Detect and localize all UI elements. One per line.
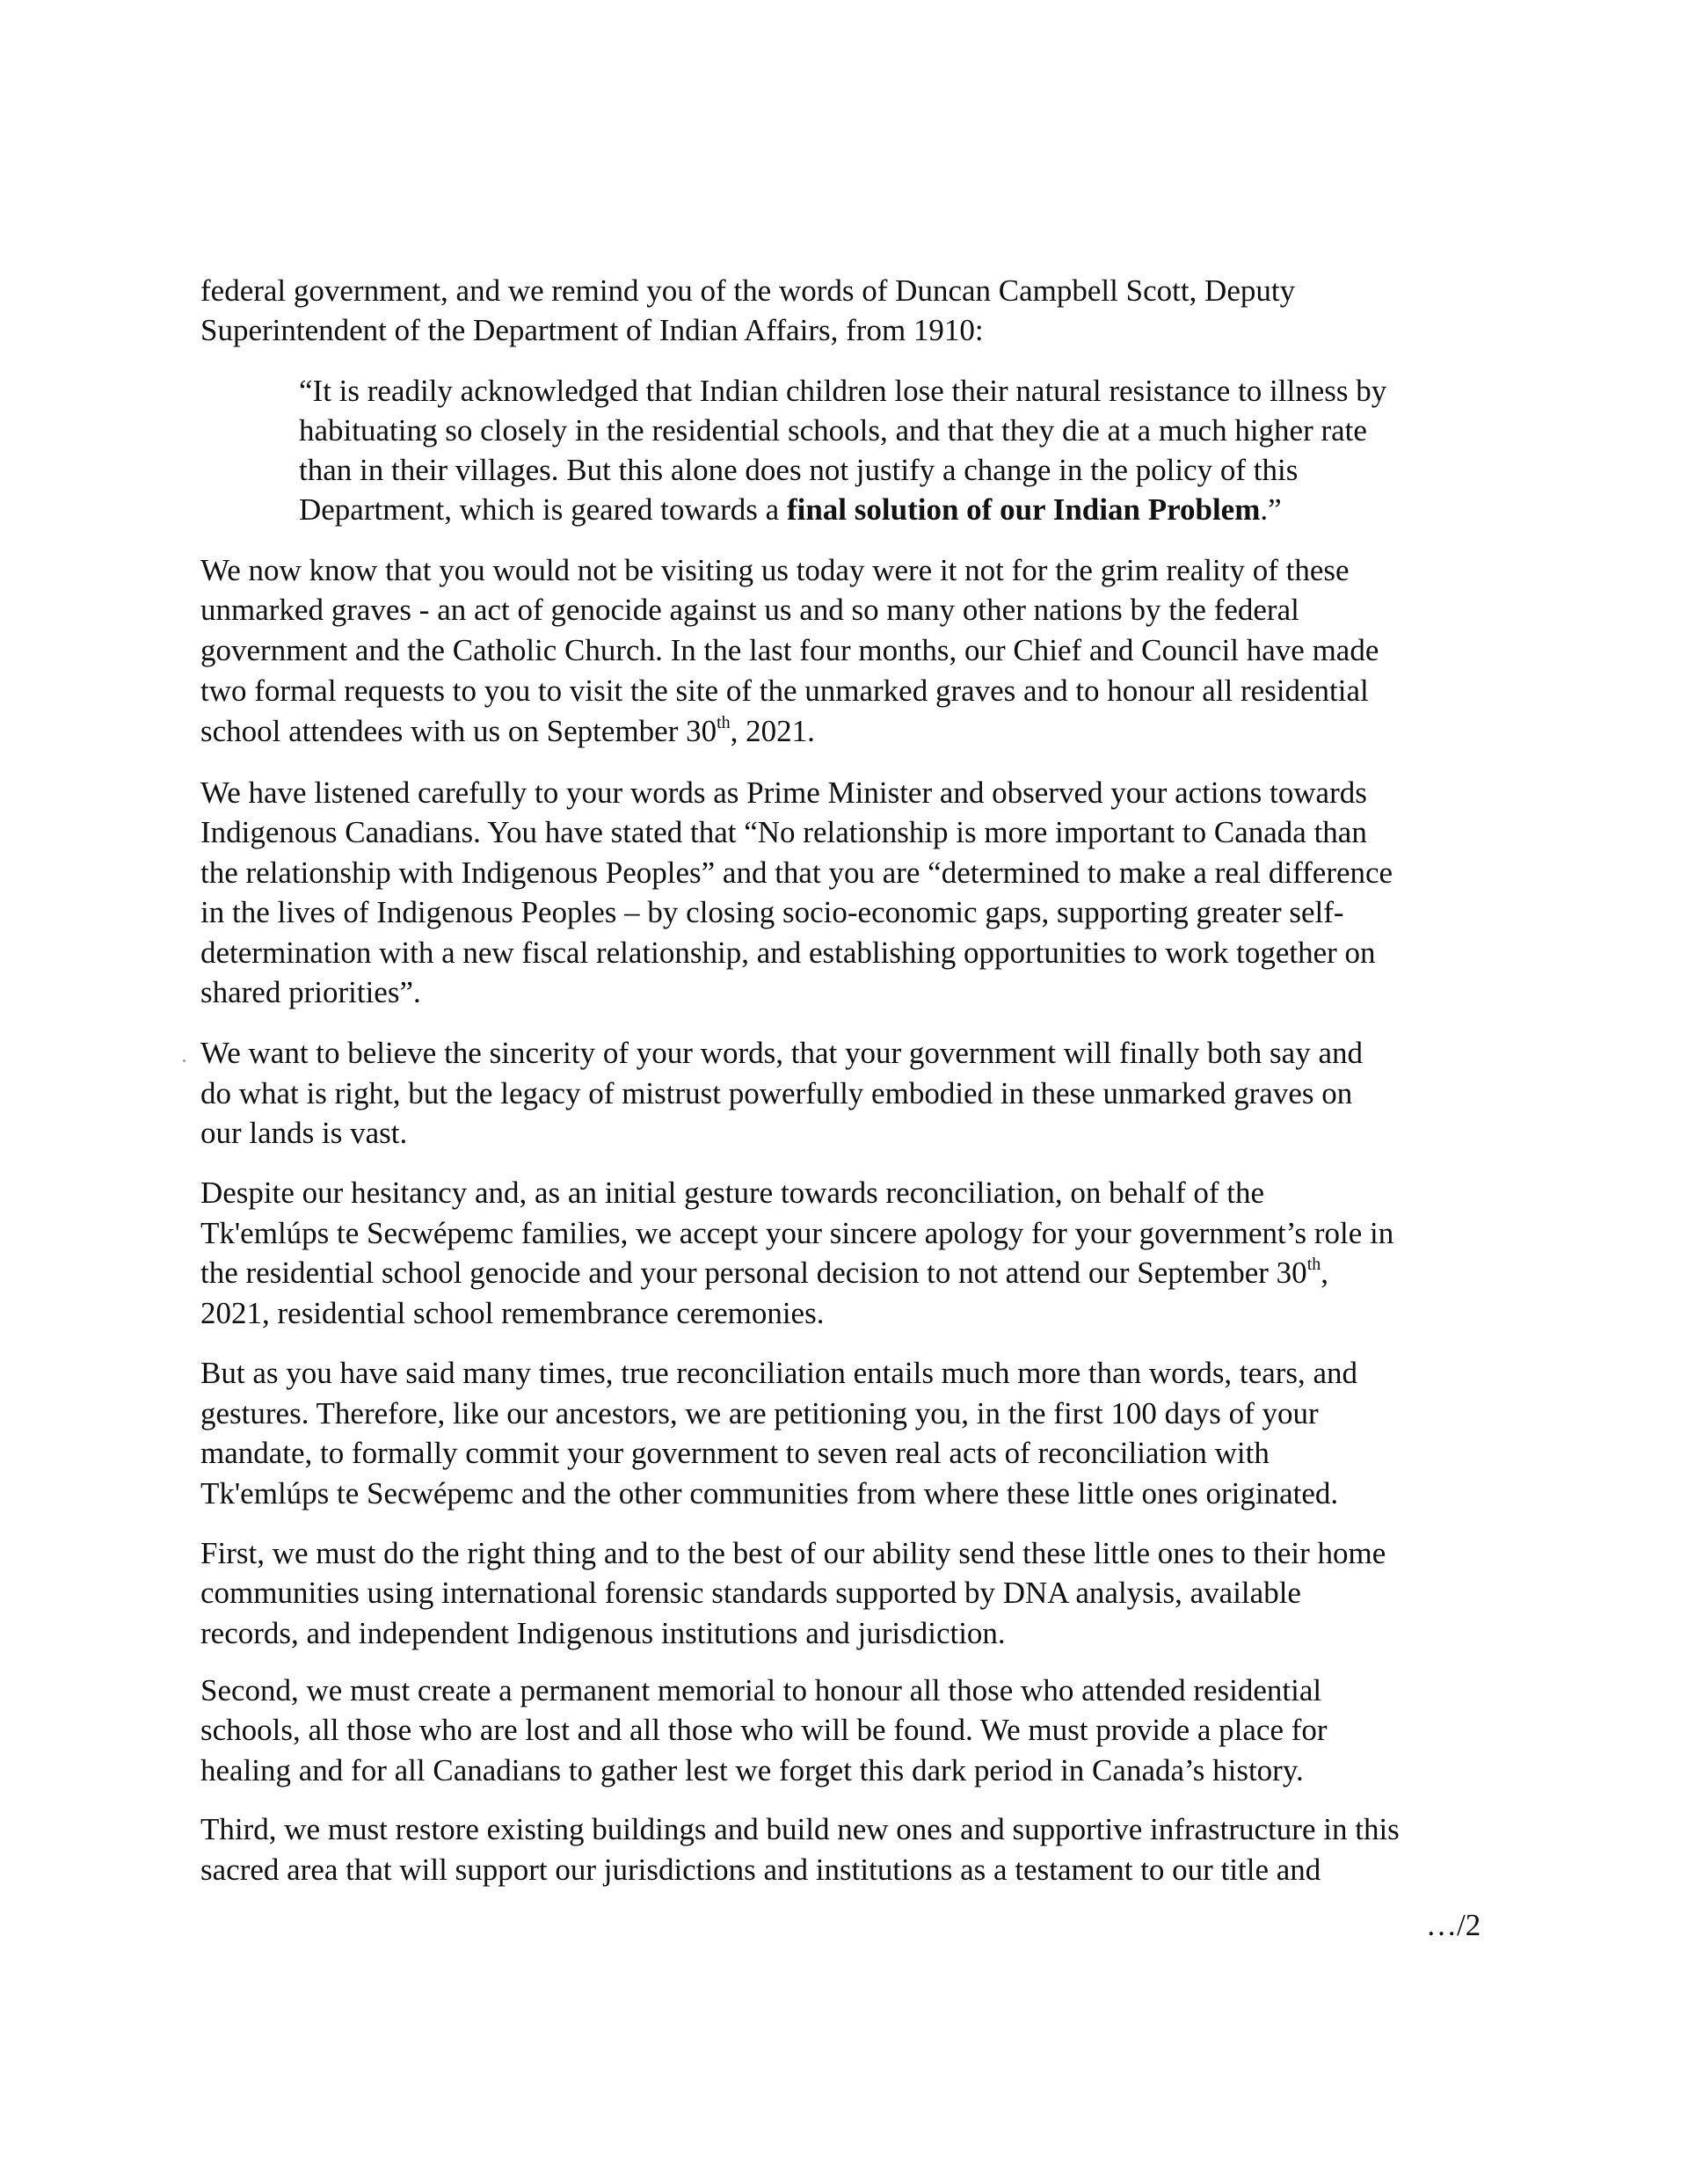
quote-text: .”: [1260, 492, 1282, 527]
text-line: Tk'emlúps te Secwépemc and the other communities from where these little ones originated.: [200, 1476, 1339, 1511]
text-line: the relationship with Indigenous Peoples” and that you are “determined to make a real difference: [200, 855, 1393, 890]
text-line: sacred area that will support our jurisdictions and institutions as a testament to our title and: [200, 1853, 1321, 1887]
text-line: Third, we must restore existing buildings and build new ones and supportive infrastructure in this: [200, 1812, 1400, 1846]
text-span: school attendees with us on September 30: [200, 714, 717, 748]
text-line: federal government, and we remind you of the words of Duncan Campbell Scott, Deputy: [200, 273, 1296, 308]
text-line: determination with a new fiscal relationship, and establishing opportunities to work together on: [200, 935, 1376, 970]
text-line: [200, 712, 815, 751]
text-line: We now know that you would not be visiting us today were it not for the grim reality of these: [200, 553, 1350, 587]
text-line: Despite our hesitancy and, as an initial gesture towards reconciliation, on behalf of the: [200, 1176, 1265, 1210]
bold-emphasis: final solution of our Indian Problem: [786, 492, 1261, 527]
text-line: two formal requests to you to visit the site of the unmarked graves and to honour all residential: [200, 673, 1369, 708]
text-line: Second, we must create a permanent memorial to honour all those who attended residential: [200, 1673, 1322, 1707]
quote-line: “It is readily acknowledged that Indian children lose their natural resistance to illness by: [299, 374, 1387, 408]
quote-text: Department, which is geared towards a: [299, 492, 787, 527]
text-line: do what is right, but the legacy of mistrust powerfully embodied in these unmarked graves on: [200, 1076, 1353, 1110]
text-span: , 2021.: [730, 714, 815, 748]
text-line: records, and independent Indigenous institutions and jurisdiction.: [200, 1616, 1006, 1650]
page-continuation-marker: …/2: [1426, 1908, 1481, 1942]
text-line: our lands is vast.: [200, 1116, 408, 1150]
text-line: gestures. Therefore, like our ancestors, we are petitioning you, in the first 100 days of your: [200, 1396, 1319, 1431]
text-line: government and the Catholic Church. In the last four months, our Chief and Council have made: [200, 633, 1379, 667]
text-line: Indigenous Canadians. You have stated that “No relationship is more important to Canada than: [200, 815, 1367, 849]
quote-line: habituating so closely in the residential schools, and that they die at a much higher rate: [299, 413, 1367, 448]
text-line: in the lives of Indigenous Peoples – by closing socio-economic gaps, supporting greater self-: [200, 895, 1344, 929]
text-line: First, we must do the right thing and to the best of our ability send these little ones to their home: [200, 1536, 1386, 1570]
text-line: We want to believe the sincerity of your words, that your government will finally both say and: [200, 1036, 1364, 1070]
text-span: ,: [1321, 1256, 1328, 1290]
superscript: th: [1306, 1255, 1321, 1275]
text-span: the residential school genocide and your personal decision to not attend our September 30: [200, 1256, 1307, 1290]
text-line: schools, all those who are lost and all those who will be found. We must provide a place for: [200, 1713, 1328, 1747]
quote-line: [299, 491, 1282, 529]
scan-speck: [183, 1059, 186, 1062]
text-line: unmarked graves - an act of genocide against us and so many other nations by the federal: [200, 593, 1299, 627]
text-line: [200, 1254, 1328, 1292]
quote-line: than in their villages. But this alone does not justify a change in the policy of this: [299, 453, 1299, 487]
superscript: th: [717, 713, 731, 733]
text-line: But as you have said many times, true reconciliation entails much more than words, tears, and: [200, 1356, 1358, 1390]
text-line: Tk'emlúps te Secwépemc families, we accept your sincere apology for your government’s role in: [200, 1216, 1394, 1250]
text-line: Superintendent of the Department of Indian Affairs, from 1910:: [200, 313, 984, 347]
text-line: mandate, to formally commit your government to seven real acts of reconciliation with: [200, 1436, 1270, 1470]
text-line: shared priorities”.: [200, 975, 421, 1009]
text-line: healing and for all Canadians to gather lest we forget this dark period in Canada’s history.: [200, 1753, 1304, 1787]
text-line: 2021, residential school remembrance ceremonies.: [200, 1296, 825, 1330]
text-line: We have listened carefully to your words as Prime Minister and observed your actions towards: [200, 775, 1367, 810]
text-line: communities using international forensic standards supported by DNA analysis, available: [200, 1576, 1301, 1610]
